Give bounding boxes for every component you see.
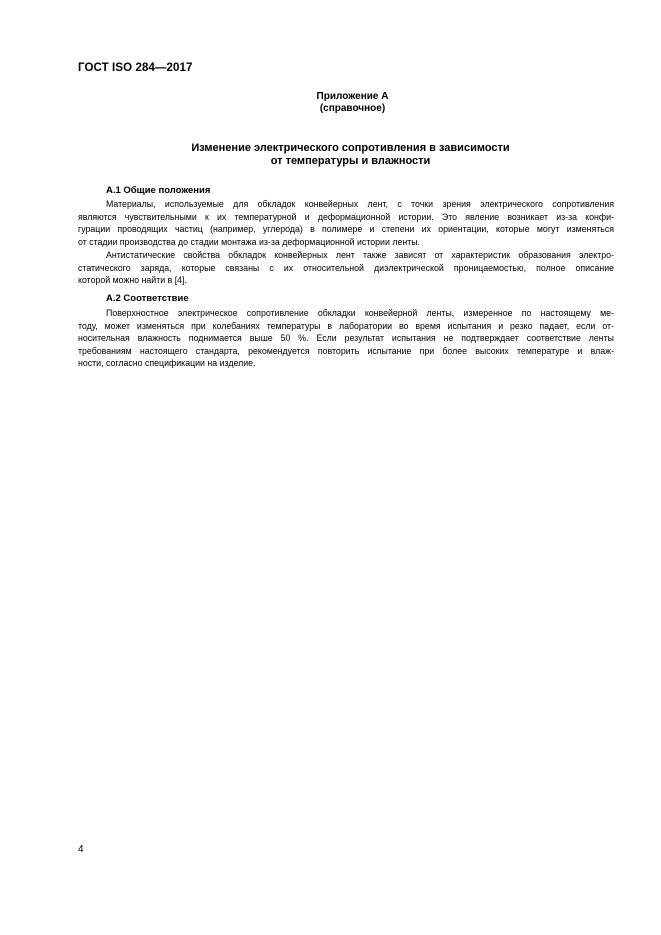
paragraph-a1-2 <box>78 249 614 287</box>
paragraph-line: статического заряда, которые связаны с их относительной диэлектрической проницаемостью, полное описание <box>78 262 614 273</box>
paragraph-line: Материалы, используемые для обкладок конвейерных лент, с точки зрения электрического сопротивления <box>106 199 614 209</box>
paragraph-a1-1 <box>78 198 614 248</box>
paragraph-line: носительная влажность поднимается выше 50 %. Если результат испытания не подтверждает соответствие ленты <box>78 333 614 344</box>
paragraph-line: требованиям настоящего стандарта, рекомендуется повторить испытание при более высоких температуре и влаж- <box>78 345 614 356</box>
heading-line-1: Изменение электрического сопротивления в зависимости <box>191 142 510 154</box>
paragraph-a2-1 <box>78 307 614 370</box>
paragraph-line: которой можно найти в [4]. <box>78 275 187 286</box>
paragraph-line: ности, согласно спецификации на изделие. <box>78 358 256 369</box>
section-title-a2: А.2 Соответствие <box>106 293 189 304</box>
appendix-label: Приложение А <box>316 91 389 102</box>
paragraph-line: гурации проводящих частиц (например, углерода) в полимере и степени их ориентации, которые могут изменяться <box>78 224 614 235</box>
section-title-a1: А.1 Общие положения <box>106 185 211 196</box>
page-number: 4 <box>78 844 84 855</box>
appendix-status: (справочное) <box>319 103 386 114</box>
paragraph-line: от стадии производства до стадии монтажа из-за деформационной истории ленты. <box>78 236 420 247</box>
appendix-title <box>22 91 661 115</box>
appendix-heading <box>20 142 661 168</box>
paragraph-line: Антистатические свойства обкладок конвейерных лент также зависят от характеристик образования электро- <box>106 250 614 260</box>
heading-line-2: от температуры и влажности <box>270 155 431 167</box>
paragraph-line: являются чувствительными к их температурной и деформационной истории. Это явление возникает из-за конфи- <box>78 211 614 222</box>
paragraph-line: Поверхностное электрическое сопротивление обкладки конвейерной ленты, измеренное по настоящему ме- <box>106 308 614 318</box>
paragraph-line: тоду, может изменяться при колебаниях температуры в лаборатории во время испытания и резко падает, если от- <box>78 320 614 331</box>
document-code: ГОСТ ISO 284—2017 <box>78 62 193 74</box>
